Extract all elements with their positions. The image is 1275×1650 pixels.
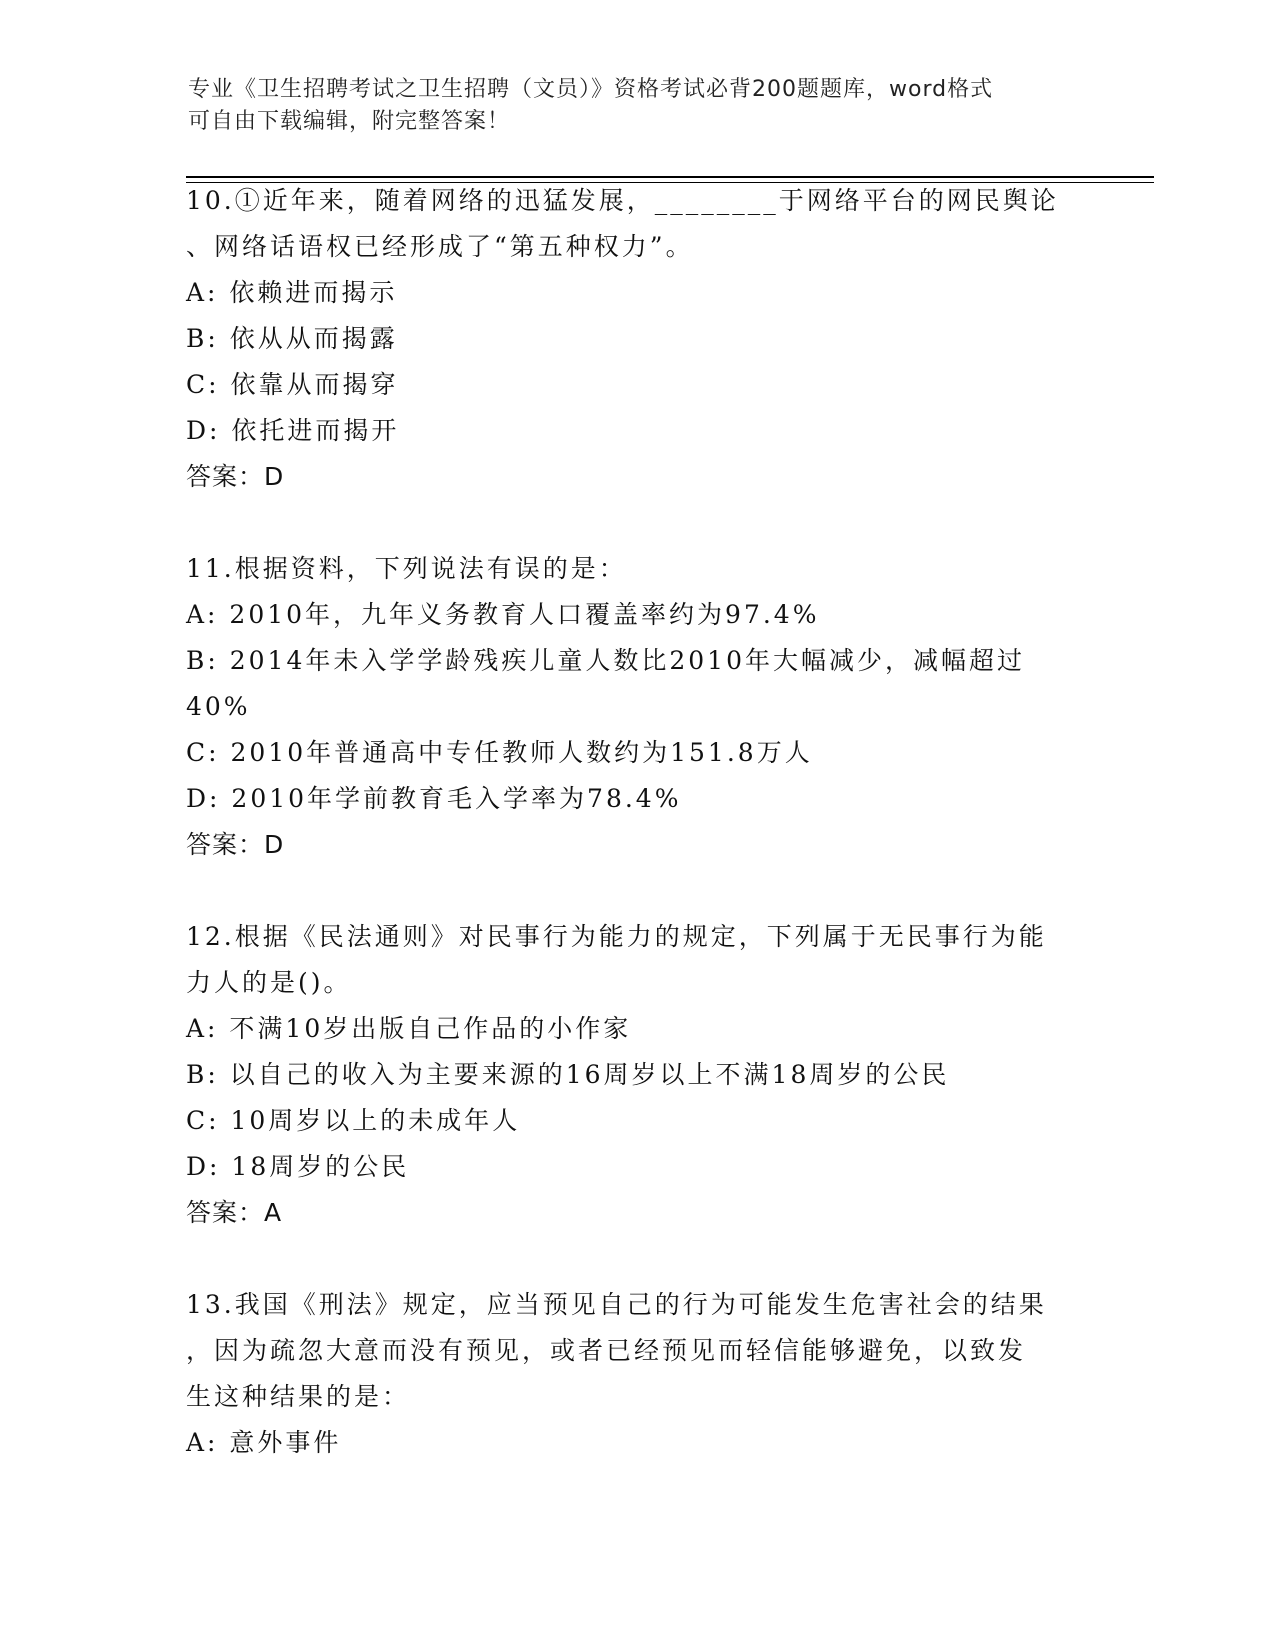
option-c: C: 10周岁以上的未成年人	[186, 1106, 521, 1135]
question-stem-line: 10.①近年来，随着网络的迅猛发展，________于网络平台的网民舆论	[186, 186, 1059, 215]
option-d: D: 18周岁的公民	[186, 1152, 410, 1181]
question-11	[186, 546, 1086, 868]
option-b-continued: 40%	[186, 692, 251, 721]
option-b: B: 以自己的收入为主要来源的16周岁以上不满18周岁的公民	[186, 1060, 950, 1089]
answer: 答案：A	[186, 1198, 283, 1227]
answer: 答案：D	[186, 462, 285, 491]
question-stem-line: 12.根据《民法通则》对民事行为能力的规定，下列属于无民事行为能	[186, 922, 1047, 951]
question-13	[186, 1282, 1086, 1466]
option-d: D: 依托进而揭开	[186, 416, 400, 445]
header-line-1: 专业《卫生招聘考试之卫生招聘（文员）》资格考试必背200题题库，word格式	[188, 77, 994, 102]
question-stem-line: 、网络话语权已经形成了“第五种权力”。	[186, 232, 694, 261]
document-header	[188, 74, 1088, 138]
option-d: D: 2010年学前教育毛入学率为78.4%	[186, 784, 682, 813]
option-c: C: 2010年普通高中专任教师人数约为151.8万人	[186, 738, 813, 767]
option-b: B: 2014年未入学学龄残疾儿童人数比2010年大幅减少，减幅超过	[186, 646, 1025, 675]
option-b: B: 依从从而揭露	[186, 324, 398, 353]
question-stem-line: 生这种结果的是：	[186, 1382, 411, 1411]
option-a: A: 依赖进而揭示	[186, 278, 398, 307]
question-stem-line: 11.根据资料，下列说法有误的是：	[186, 554, 627, 583]
question-stem-line: ，因为疏忽大意而没有预见，或者已经预见而轻信能够避免，以致发	[186, 1336, 1027, 1365]
answer: 答案：D	[186, 830, 285, 859]
question-10	[186, 178, 1086, 500]
option-a: A: 意外事件	[186, 1428, 342, 1457]
question-12	[186, 914, 1086, 1236]
option-a: A: 2010年，九年义务教育人口覆盖率约为97.4%	[186, 600, 820, 629]
question-stem-line: 13.我国《刑法》规定，应当预见自己的行为可能发生危害社会的结果	[186, 1290, 1047, 1319]
question-stem-line: 力人的是()。	[186, 968, 352, 997]
option-a: A: 不满10岁出版自己作品的小作家	[186, 1014, 632, 1043]
header-line-2: 可自由下载编辑，附完整答案！	[188, 109, 511, 134]
option-c: C: 依靠从而揭穿	[186, 370, 399, 399]
